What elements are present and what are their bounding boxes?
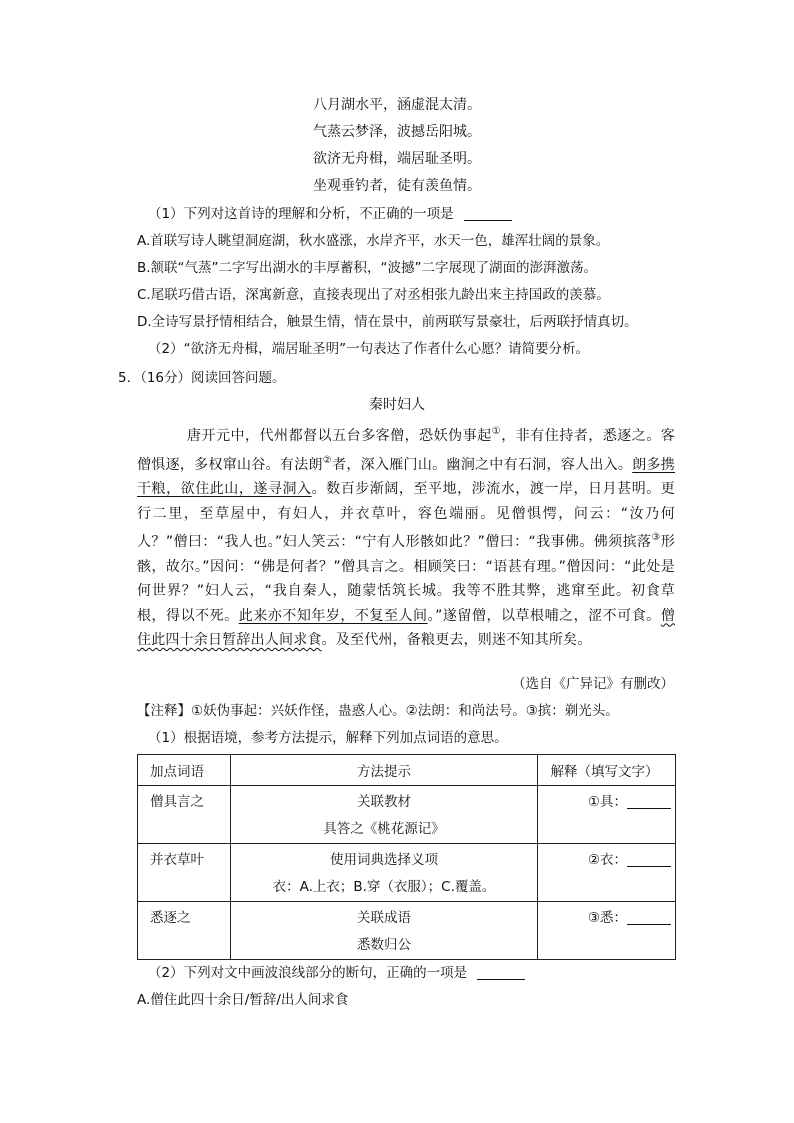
- passage-body: [137, 420, 675, 653]
- table-header-row: [138, 755, 676, 786]
- passage-text-7: 。及至代州，备粮更去，则迷不知其所矣。: [321, 632, 592, 648]
- table-row: [138, 844, 676, 902]
- cell-answer: [538, 844, 676, 902]
- answer-label: ①具：: [587, 794, 627, 810]
- word-text: 并衣草叶: [150, 852, 204, 868]
- cell-answer: [538, 786, 676, 844]
- header-answer: 解释（填写文字）: [538, 755, 676, 786]
- wavy-underlined-sentence: 僧住此四十余日暂辞出人间求食: [137, 607, 675, 648]
- q5-heading: 5．（16分）阅读回答问题。: [118, 370, 286, 386]
- note-ref-3: ③: [651, 532, 661, 543]
- answer-blank[interactable]: [627, 794, 671, 809]
- q4-option-a: A.首联写诗人眺望洞庭湖，秋水盛涨，水岸齐平，水天一色，雄浑壮阔的景象。: [137, 233, 610, 249]
- passage-text-3: 者，深入雁门山。幽涧之中有石洞，容人出入。: [332, 456, 633, 473]
- q4-sub1-text: （1）下列对这首诗的理解和分析，不正确的一项是: [148, 206, 454, 222]
- answer-label: ③悉：: [587, 910, 627, 926]
- cell-word: [138, 902, 231, 960]
- header-word: 加点词语: [138, 755, 231, 786]
- passage-title: 秦时妇人: [369, 397, 425, 413]
- hint-method: 关联成语: [357, 910, 411, 926]
- q5-sub2: [148, 963, 525, 983]
- poem-line-2: 气蒸云梦泽，波撼岳阳城。: [313, 124, 481, 140]
- hint-detail: 悉数归公: [357, 937, 411, 953]
- passage-text-5: 形骸，故尔。”因问：“佛是何者？”僧具言之。相顾笑曰：“语甚有理。”僧因问：“此处是何世界？”妇人云，“我自秦人，随蒙恬筑长城。我等不胜其弊，逃窜至此。初食草根，得以不死。: [137, 534, 675, 624]
- underlined-sentence: 朗多携干粮，欲住此山，遂寻洞入: [137, 456, 675, 497]
- answer-blank[interactable]: [627, 910, 671, 925]
- q4-sub1: [148, 204, 512, 224]
- passage-text-2: ，非有住持者，悉逐之。客僧惧逐，多权窜山谷。有法朗: [137, 428, 675, 473]
- poem-line-4: 坐观垂钓者，徒有羡鱼情。: [313, 178, 481, 194]
- hint-detail: 具答之《桃花源记》: [323, 821, 445, 837]
- poem-line-1: 八月湖水平，涵虚混太清。: [313, 97, 481, 113]
- q4-sub2: （2）“欲济无舟楫，端居耻圣明”一句表达了作者什么心愿？请简要分析。: [148, 341, 590, 357]
- cell-answer: [538, 902, 676, 960]
- vocab-table: [137, 754, 676, 960]
- cell-word: [138, 844, 231, 902]
- passage-text-1: 唐开元中，代州都督以五台多客僧，恐妖伪事起: [187, 428, 492, 444]
- passage-text-4: 。数百步渐阔，至平地，涉流水，渡一岸，日月甚明。更行二里，至草屋中，有妇人，并衣草叶，容色端丽。见僧惧愕，问云：“汝乃何人？”僧曰：“我人也。”妇人笑云：“宁有人形骸如此？”僧曰：“我事佛。佛须摈落: [137, 481, 676, 550]
- table-row: [138, 786, 676, 844]
- header-hint: 方法提示: [231, 755, 538, 786]
- answer-blank: [464, 206, 512, 221]
- poem-line-3: 欲济无舟楫，端居耻圣明。: [313, 151, 481, 167]
- word-text: 悉逐之: [150, 910, 191, 926]
- cell-hint: [231, 844, 538, 902]
- cell-hint: [231, 786, 538, 844]
- q4-option-c: C.尾联巧借古语，深寓新意，直接表现出了对丞相张九龄出来主持国政的羡慕。: [137, 287, 610, 303]
- answer-blank[interactable]: [627, 852, 671, 867]
- word-text: 僧具言之: [150, 794, 204, 810]
- annotation-notes: 【注释】①妖伪事起：兴妖作怪，蛊惑人心。②法朗：和尚法号。③摈：剃光头。: [137, 703, 619, 719]
- note-ref-1: ①: [491, 426, 502, 437]
- passage-text-6: 。”遂留僧，以草根哺之，涩不可食。: [427, 607, 661, 624]
- answer-blank: [477, 965, 525, 980]
- q5-sub2-text: （2）下列对文中画波浪线部分的断句，正确的一项是: [148, 965, 468, 981]
- hint-method: 使用词典选择义项: [330, 852, 438, 868]
- q4-option-b: B.颔联“气蒸”二字写出湖水的丰厚蓄积，“波撼”二字展现了湖面的澎湃激荡。: [137, 260, 598, 276]
- q4-option-d: D.全诗写景抒情相结合，触景生情，情在景中，前两联写景豪壮，后两联抒情真切。: [137, 314, 638, 330]
- answer-label: ②衣：: [587, 852, 627, 868]
- q5-option-a: A.僧住此四十余日/暂辞/出人间求食: [137, 992, 349, 1008]
- passage-source: （选自《广异记》有删改）: [512, 676, 674, 692]
- hint-detail: 衣：A.上衣；B.穿（衣服）；C.覆盖。: [272, 879, 496, 895]
- note-ref-2: ②: [322, 454, 333, 466]
- hint-method: 关联教材: [357, 794, 411, 810]
- cell-hint: [231, 902, 538, 960]
- underlined-sentence-2: 此来亦不知年岁，不复至人间: [238, 607, 428, 624]
- q5-sub1: （1）根据语境，参考方法提示，解释下列加点词语的意思。: [148, 730, 508, 746]
- table-row: [138, 902, 676, 960]
- cell-word: [138, 786, 231, 844]
